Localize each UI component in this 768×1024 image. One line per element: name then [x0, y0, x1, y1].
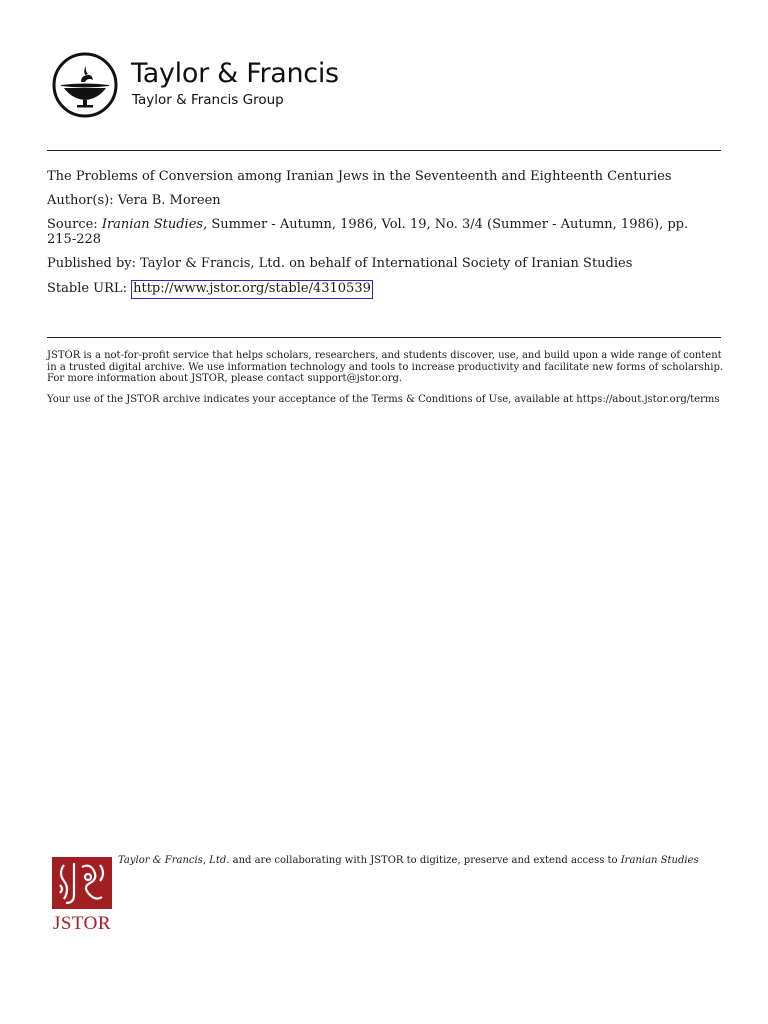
- middle-divider: [47, 337, 721, 338]
- lamp-emblem-icon: [52, 52, 118, 118]
- publisher-logo: [52, 52, 352, 118]
- published-line: [47, 256, 717, 271]
- stable-url-label: Stable URL:: [47, 281, 127, 296]
- jstor-notice: [47, 350, 727, 414]
- publisher-name: Taylor & Francis: [131, 58, 339, 89]
- jstor-seal-icon: [50, 855, 114, 911]
- citation-block: [47, 169, 717, 308]
- source-line: [47, 217, 717, 247]
- notice-paragraph: JSTOR is a not-for-profit service that helps scholars, researchers, and students discover, use, and build upon a wide range of content in a trusted digital archive. We use information technology and tools to increase productivity and facilitate new forms of scholarship. For more information about JSTOR, please contact support@jstor.org.: [47, 350, 724, 384]
- article-title: The Problems of Conversion among Iranian Jews in the Seventeenth and Eighteenth Centuries: [47, 169, 672, 184]
- journal-title: Iranian Studies: [101, 217, 204, 232]
- terms-paragraph: Your use of the JSTOR archive indicates your acceptance of the Terms & Conditions of Use, available at https://about.jstor.org/terms: [47, 393, 720, 405]
- stable-url-link[interactable]: http://www.jstor.org/stable/4310539: [131, 280, 373, 299]
- collaboration-statement: [118, 855, 718, 867]
- jstor-wordmark: JSTOR: [52, 913, 112, 934]
- publisher-group: Taylor & Francis Group: [132, 92, 284, 108]
- collab-text: and are collaborating with JSTOR to digitize, preserve and extend access to: [229, 855, 621, 866]
- jstor-logo: [50, 855, 114, 935]
- source-label: Source:: [47, 217, 98, 232]
- author-name: Vera B. Moreen: [117, 193, 221, 208]
- publisher-text: Taylor & Francis, Ltd. on behalf of International Society of Iranian Studies: [140, 256, 633, 271]
- source-details: , Summer - Autumn, 1986, Vol. 19, No. 3/4 (Summer - Autumn, 1986), pp. 215-228: [47, 217, 689, 247]
- author-line: [47, 193, 717, 208]
- published-label: Published by:: [47, 256, 136, 271]
- author-label: Author(s):: [47, 193, 114, 208]
- collab-journal: Iranian Studies: [620, 855, 699, 866]
- collab-publisher: Taylor & Francis, Ltd.: [118, 855, 230, 866]
- stable-url-line: [47, 280, 717, 299]
- top-divider: [47, 150, 721, 151]
